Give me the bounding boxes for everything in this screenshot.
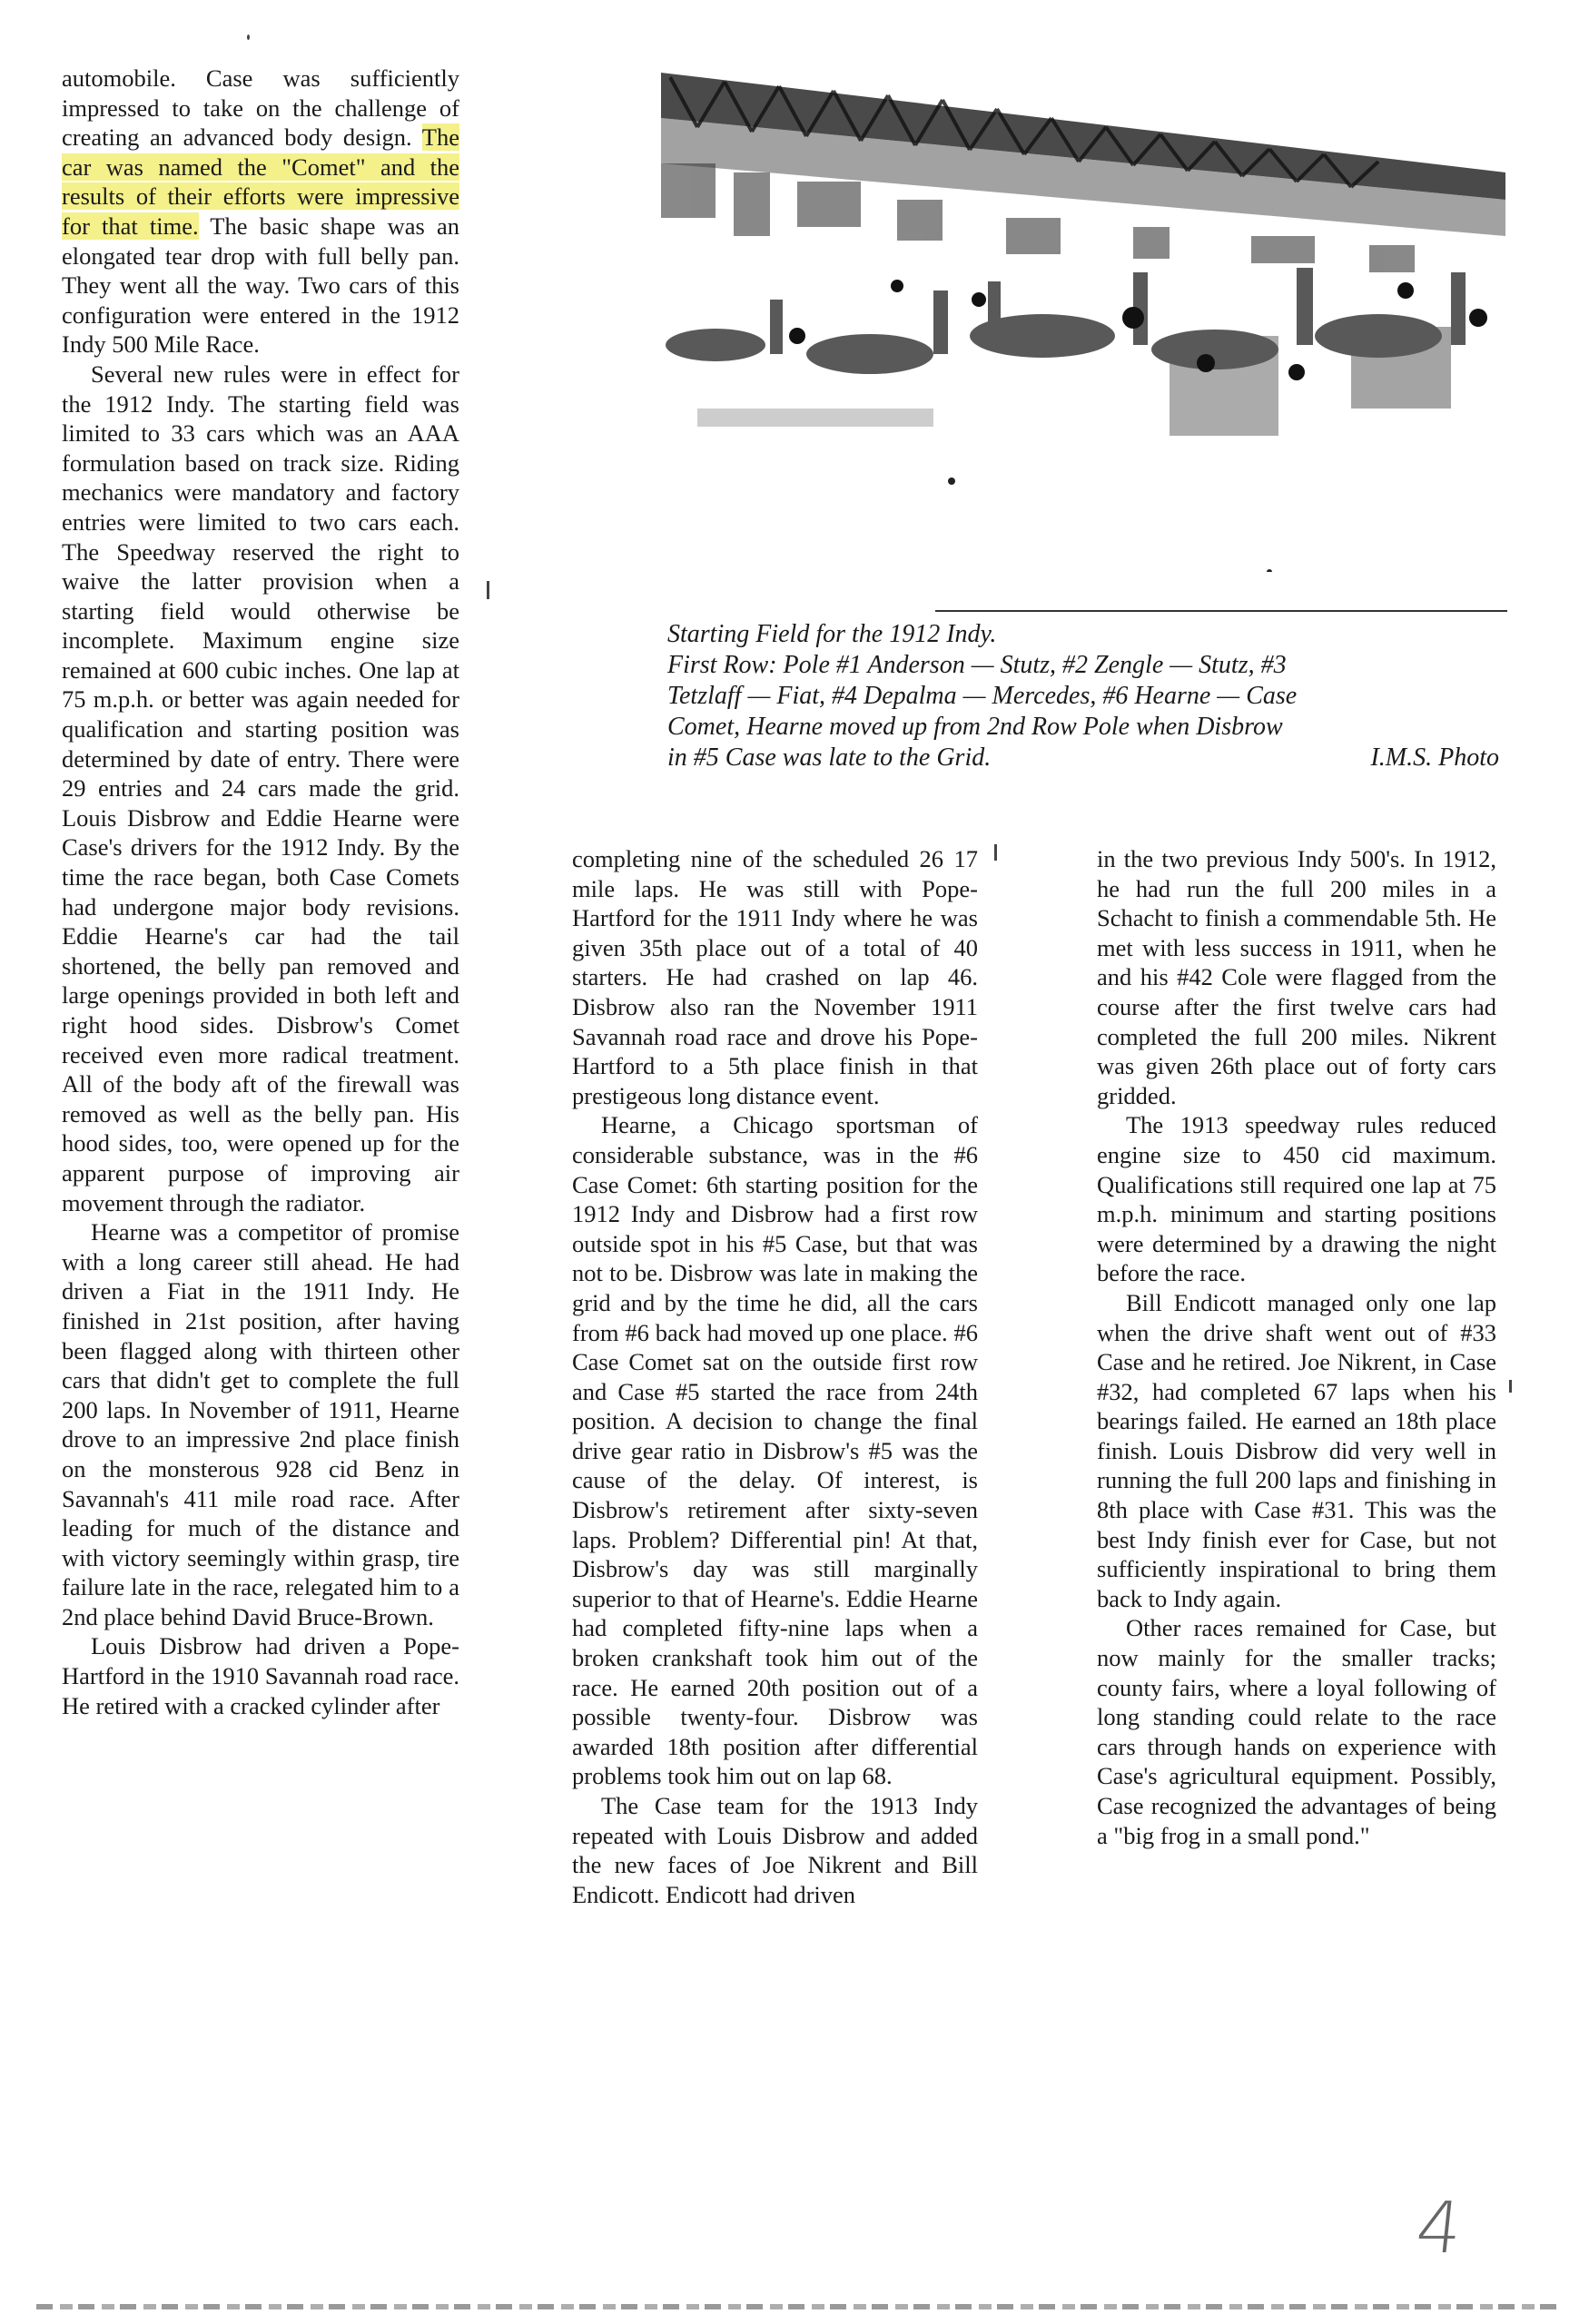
paragraph bbox=[62, 64, 459, 359]
paragraph: Hearne, a Chicago sportsman of considerable substance, was in the #6 Case Comet: 6th starting position for the 1912 Indy and Disbrow had a first row outside spot in his #5 Case, but that was not to be. Disbrow was late in making the grid and by the time he did, all the cars from #6 back had moved up one place. #6 Case Comet sat on the outside first row and Case #5 started the race from 24th position. A decision to change the final drive gear ratio in Disbrow's #5 was the cause of the delay. Of interest, is Disbrow's retirement after sixty-seven laps. Problem? Differential pin! At that, Disbrow's day was still marginally superior to that of Hearne's. Eddie Hearne had completed fifty-nine laps when a broken crankshaft took him out of the race. He earned 20th position out of a possible twenty-four. Disbrow was awarded 18th position after differential problems took him out on lap 68. bbox=[572, 1111, 978, 1790]
paragraph: Bill Endicott managed only one lap when the drive shaft went out of #33 Case and he retired. Joe Nikrent, in Case #32, had completed 67 laps when his bearings failed. He earned an 18th place finish. Louis Disbrow did very well in running the full 200 laps and finishing in 8th place with Case #31. This was the best Indy finish ever for Case, but not sufficiently inspirational to bring them back to Indy again. bbox=[1097, 1288, 1496, 1612]
paragraph-text: The basic shape was an elongated tear drop with full belly pan. They went all the way. Two cars of this configuration were entered in the 1912 Indy 500 Mile Race. bbox=[62, 212, 459, 359]
scan-speck bbox=[247, 34, 250, 40]
paragraph: Louis Disbrow had driven a Pope-Hartford in the 1910 Savannah road race. He retired with a cracked cylinder after bbox=[62, 1632, 459, 1719]
photo-credit: I.M.S. Photo bbox=[1370, 743, 1499, 772]
paragraph: completing nine of the scheduled 26 17 mile laps. He was still with Pope-Hartford for the 1911 Indy where he was given 35th place out of a total of 40 starters. He had crashed on lap 46. Disbrow also ran the November 1911 Savannah road race and drove his Pope-Hartford to a 5th place finish in that prestigeous long distance event. bbox=[572, 845, 978, 1109]
scan-speck bbox=[487, 581, 489, 599]
photo-image bbox=[661, 64, 1505, 572]
paragraph-text: automobile. Case was sufficiently impressed to take on the challenge of creating an advanced body design. bbox=[62, 64, 459, 152]
article-column-2 bbox=[572, 844, 978, 1909]
paragraph: The Case team for the 1913 Indy repeated with Louis Disbrow and added the new faces of Joe Nikrent and Bill Endicott. Endicott had driven bbox=[572, 1792, 978, 1908]
highlighted-text: The car was named the "Comet" and the results of their efforts were impressive for that time. bbox=[62, 123, 459, 240]
scan-speck bbox=[994, 844, 997, 861]
page-number: 4 bbox=[1412, 2188, 1466, 2270]
caption-line: Tetzlaff — Fiat, #4 Depalma — Mercedes, #6 Hearne — Case bbox=[667, 682, 1298, 710]
caption-line: First Row: Pole #1 Anderson — Stutz, #2 Zengle — Stutz, #3 bbox=[667, 651, 1287, 679]
paragraph: Several new rules were in effect for the 1912 Indy. The starting field was limited to 33 cars which was an AAA formulation based on track size. Riding mechanics were mandatory and factory entries were limited to two cars each. The Speedway reserved the right to waive the latter provision when a starting field would otherwise be incomplete. Maximum engine size remained at 600 cubic inches. One lap at 75 m.p.h. or better was again needed for qualification and starting position was determined by date of entry. There were 29 entries and 24 cars made the grid. Louis Disbrow and Eddie Hearne were Case's drivers for the 1912 Indy. By the time the race began, both Case Comets had undergone major body revisions. Eddie Hearne's car had the tail shortened, the belly pan removed and large openings provided in both left and right hood sides. Disbrow's Comet received even more radical treatment. All of the body aft of the firewall was removed as well as the belly pan. His hood sides, too, were opened up for the apparent purpose of improving air movement through the radiator. bbox=[62, 359, 459, 1216]
scan-edge bbox=[36, 2304, 1562, 2309]
paragraph: Hearne was a competitor of promise with a long career still ahead. He had driven a Fiat in the 1911 Indy. He finished in 21st position, after having been flagged along with thirteen other cars that didn't get to complete the full 200 laps. In November of 1911, Hearne drove to an impressive 2nd place finish on the monsterous 928 cid Benz in Savannah's 411 mile road race. After leading for much of the distance and with victory seemingly within grasp, tire failure late in the race, relegated him to a 2nd place behind David Bruce-Brown. bbox=[62, 1218, 459, 1630]
article-column-3 bbox=[1097, 844, 1496, 1850]
paragraph: The 1913 speedway rules reduced engine size to 450 cid maximum. Qualifications still required one lap at 75 m.p.h. minimum and starting positions were determined by a drawing the night before the race. bbox=[1097, 1111, 1496, 1287]
caption-line: Comet, Hearne moved up from 2nd Row Pole when Disbrow bbox=[667, 713, 1283, 741]
race-photo bbox=[661, 64, 1505, 572]
caption-rule bbox=[935, 610, 1507, 612]
caption-line: Starting Field for the 1912 Indy. bbox=[667, 620, 997, 648]
photo-caption bbox=[667, 619, 1503, 773]
paragraph: Other races remained for Case, but now mainly for the smaller tracks; county fairs, where a loyal following of long standing could relate to the race cars through hands on experience with Case's agricultural equipment. Possibly, Case recognized the advantages of being a "big frog in a small pond." bbox=[1097, 1614, 1496, 1849]
scan-speck bbox=[1509, 1380, 1512, 1393]
caption-line: in #5 Case was late to the Grid. bbox=[667, 743, 992, 772]
article-column-1 bbox=[62, 64, 459, 1720]
paragraph: in the two previous Indy 500's. In 1912, he had run the full 200 miles in a Schacht to finish a commendable 5th. He met with less success in 1911, when he and his #42 Cole were flagged from the course after the first twelve cars had completed the full 200 miles. Nikrent was given 26th place out of forty cars gridded. bbox=[1097, 845, 1496, 1109]
